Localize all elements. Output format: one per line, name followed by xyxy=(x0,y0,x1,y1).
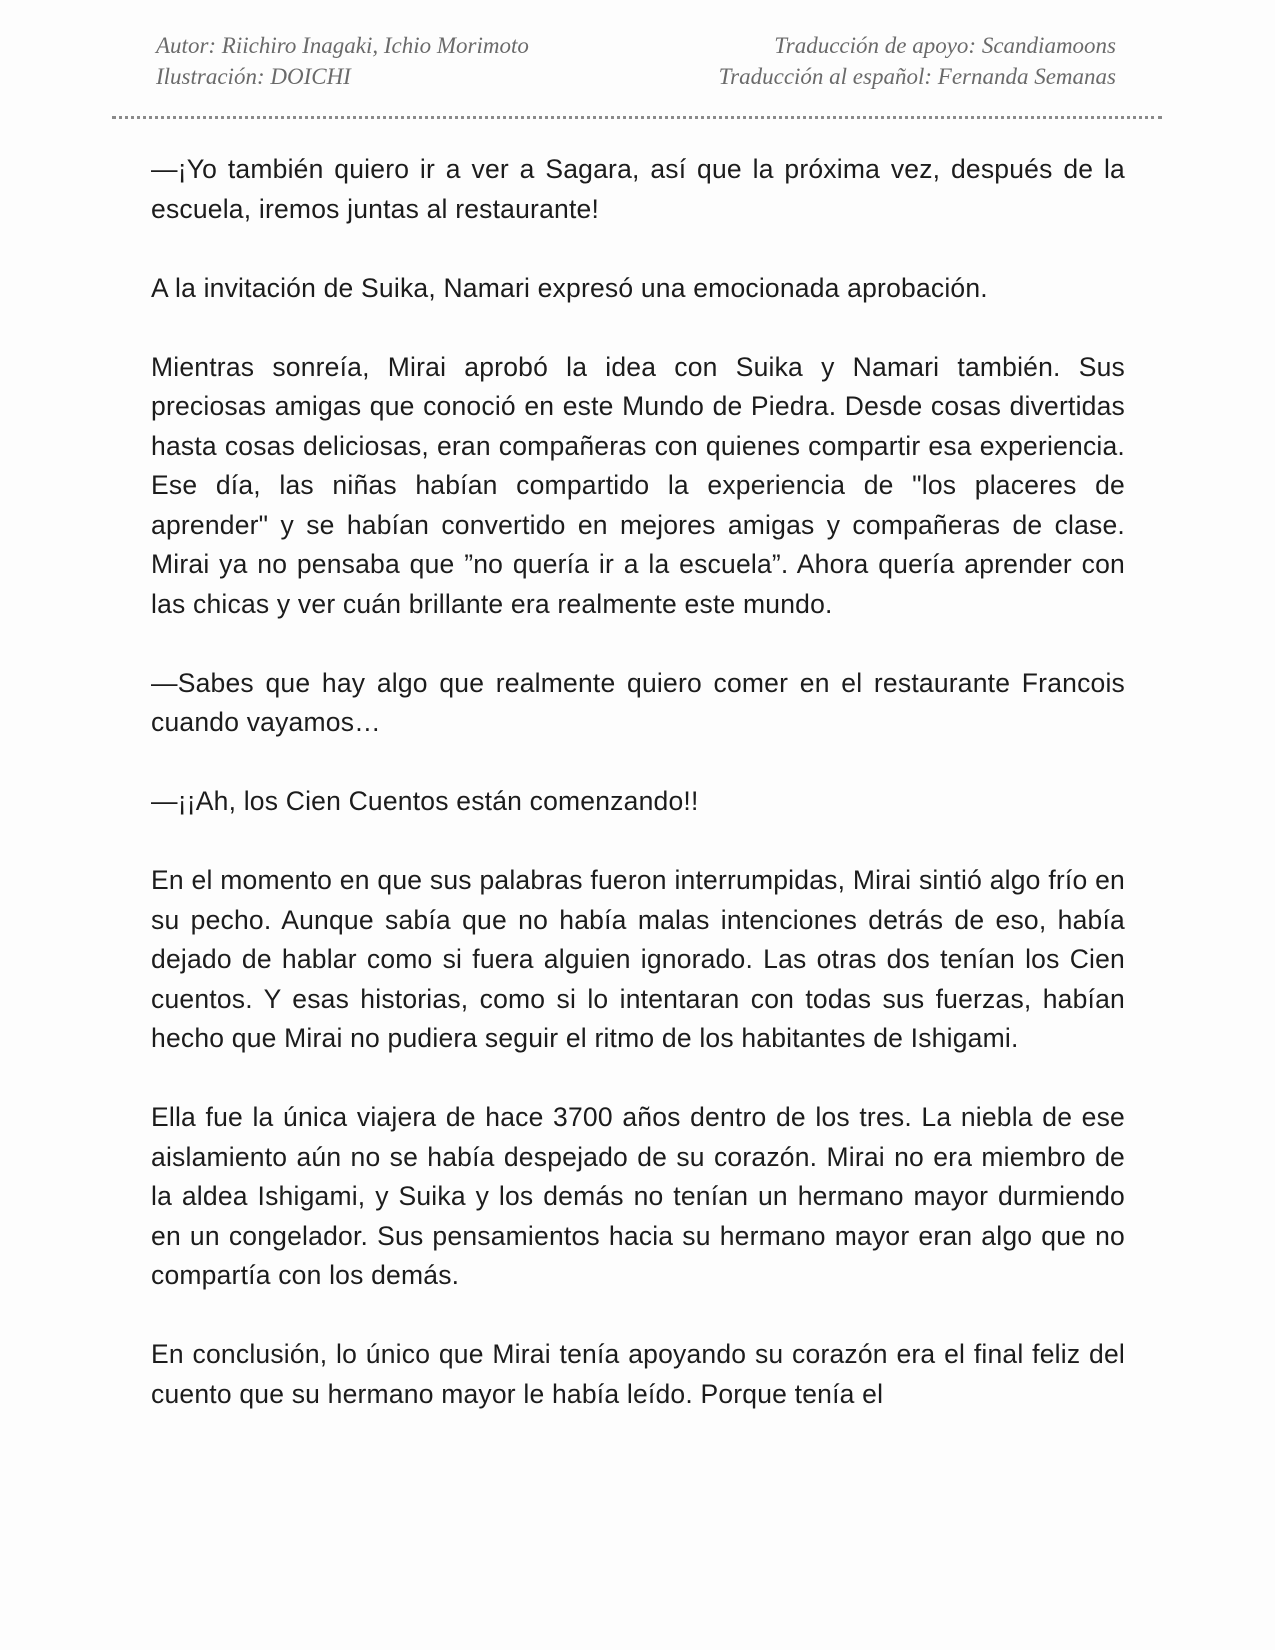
paragraph: —¡Yo también quiero ir a ver a Sagara, así que la próxima vez, después de la escuela, iremos juntas al restaurante! xyxy=(151,154,1125,224)
spanish-translation-credit: Traducción al español: Fernanda Semanas xyxy=(718,64,1116,89)
header-credits-left xyxy=(156,30,529,92)
body-text xyxy=(151,150,1125,1414)
author-credit: Autor: Riichiro Inagaki, Ichio Morimoto xyxy=(156,33,529,58)
paragraph: Mientras sonreía, Mirai aprobó la idea con Suika y Namari también. Sus preciosas amigas que conoció en este Mundo de Piedra. Desde cosas divertidas hasta cosas deliciosas, eran compañeras con quienes compartir esa experiencia. Ese día, las niñas habían compartido la experiencia de "los placeres de aprender" y se habían convertido en mejores amigas y compañeras de clase. Mirai ya no pensaba que ”no quería ir a la escuela”. Ahora quería aprender con las chicas y ver cuán brillante era realmente este mundo. xyxy=(151,351,1125,619)
support-translation-credit: Traducción de apoyo: Scandiamoons xyxy=(774,33,1116,58)
header-credits-right xyxy=(719,30,1116,92)
paragraph: A la invitación de Suika, Namari expresó una emocionada aprobación. xyxy=(151,272,988,303)
paragraph: —Sabes que hay algo que realmente quiero comer en el restaurante Francois cuando vayamos… xyxy=(151,667,1125,737)
paragraph: En conclusión, lo único que Mirai tenía apoyando su corazón era el final feliz del cuento que su hermano mayor le había leído. Porque tenía el xyxy=(151,1339,1125,1409)
paragraph: —¡¡Ah, los Cien Cuentos están comenzando!! xyxy=(151,786,699,816)
dotted-divider xyxy=(112,116,1162,119)
paragraph: Ella fue la única viajera de hace 3700 años dentro de los tres. La niebla de ese aislamiento aún no se había despejado de su corazón. Mirai no era miembro de la aldea Ishigami, y Suika y los demás no tenían un hermano mayor durmiendo en un congelador. Sus pensamientos hacia su hermano mayor eran algo que no compartía con los demás. xyxy=(151,1102,1125,1290)
illustration-credit: Ilustración: DOICHI xyxy=(156,64,351,89)
paragraph: En el momento en que sus palabras fueron interrumpidas, Mirai sintió algo frío en su pecho. Aunque sabía que no había malas intenciones detrás de eso, había dejado de hablar como si fuera alguien ignorado. Las otras dos tenían los Cien cuentos. Y esas historias, como si lo intentaran con todas sus fuerzas, habían hecho que Mirai no pudiera seguir el ritmo de los habitantes de Ishigami. xyxy=(151,865,1125,1053)
